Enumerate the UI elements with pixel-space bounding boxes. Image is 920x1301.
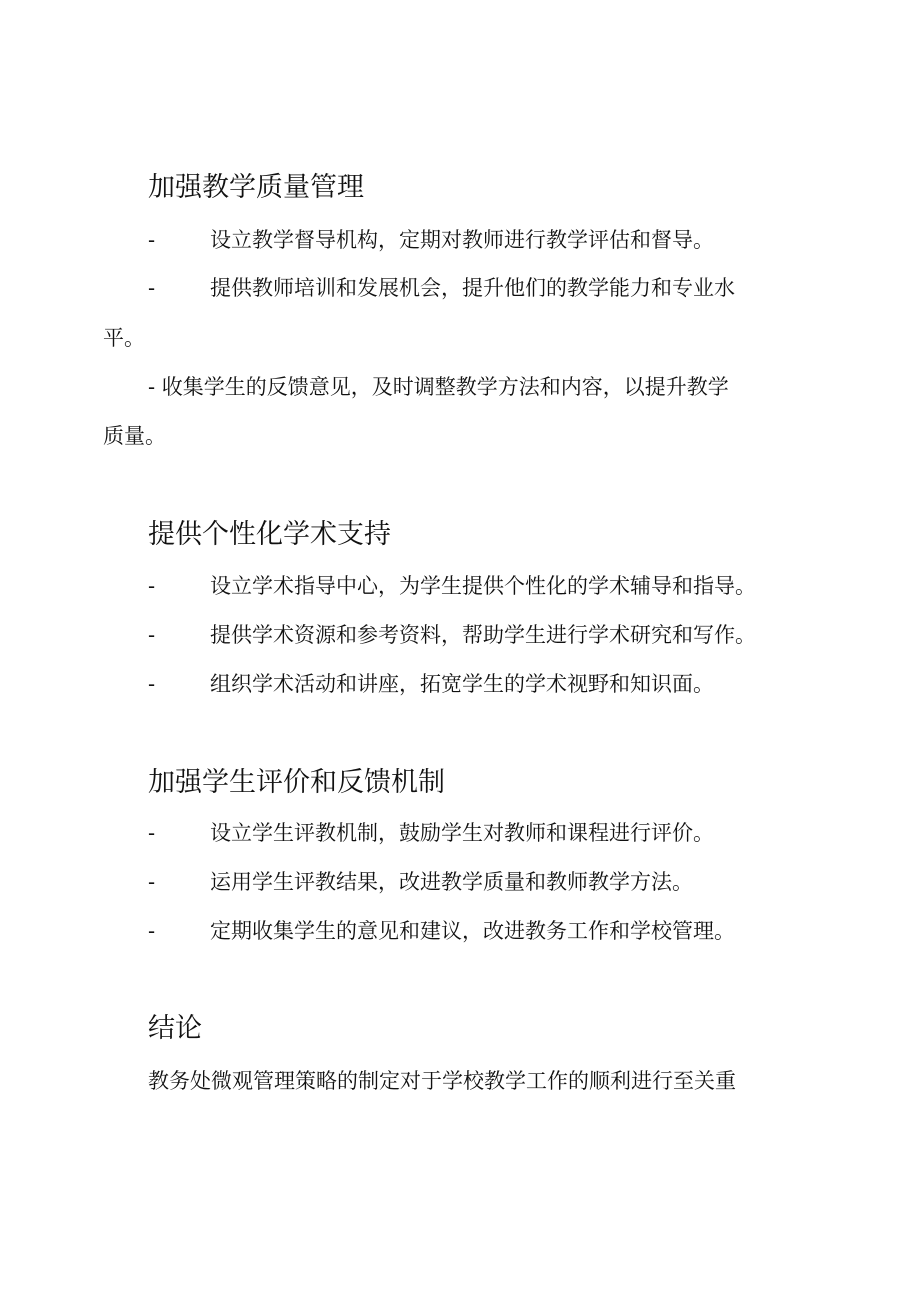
list-item: - 收集学生的反馈意见，及时调整教学方法和内容，以提升教学 bbox=[148, 375, 729, 399]
conclusion-paragraph: 教务处微观管理策略的制定对于学校教学工作的顺利进行至关重 bbox=[148, 1069, 736, 1093]
bullet-dash: - bbox=[148, 276, 156, 300]
bullet-dash: - bbox=[148, 574, 156, 598]
list-item-text: 运用学生评教结果，改进教学质量和教师教学方法。 bbox=[210, 870, 693, 894]
section-heading-academic-support: 提供个性化学术支持 bbox=[148, 519, 391, 550]
list-item-text: 设立教学督导机构，定期对教师进行教学评估和督导。 bbox=[210, 228, 714, 252]
section-heading-student-evaluation: 加强学生评价和反馈机制 bbox=[148, 767, 445, 798]
list-item-continuation: 平。 bbox=[103, 326, 145, 350]
bullet-dash: - bbox=[148, 228, 156, 252]
bullet-dash: - bbox=[148, 919, 156, 943]
list-item-text: 提供学术资源和参考资料，帮助学生进行学术研究和写作。 bbox=[210, 623, 756, 647]
list-item-continuation: 质量。 bbox=[103, 424, 166, 448]
list-item-text: 定期收集学生的意见和建议，改进教务工作和学校管理。 bbox=[210, 919, 735, 943]
list-item-text: 提供教师培训和发展机会，提升他们的教学能力和专业水 bbox=[210, 276, 735, 300]
section-heading-conclusion: 结论 bbox=[148, 1013, 202, 1044]
section-heading-teaching-quality: 加强教学质量管理 bbox=[148, 172, 364, 203]
bullet-dash: - bbox=[148, 870, 156, 894]
list-item-text: 设立学术指导中心，为学生提供个性化的学术辅导和指导。 bbox=[210, 574, 756, 598]
list-item-text: 设立学生评教机制，鼓励学生对教师和课程进行评价。 bbox=[210, 821, 714, 845]
list-item-text: 组织学术活动和讲座，拓宽学生的学术视野和知识面。 bbox=[210, 672, 714, 696]
bullet-dash: - bbox=[148, 672, 156, 696]
bullet-dash: - bbox=[148, 821, 156, 845]
bullet-dash: - bbox=[148, 623, 156, 647]
